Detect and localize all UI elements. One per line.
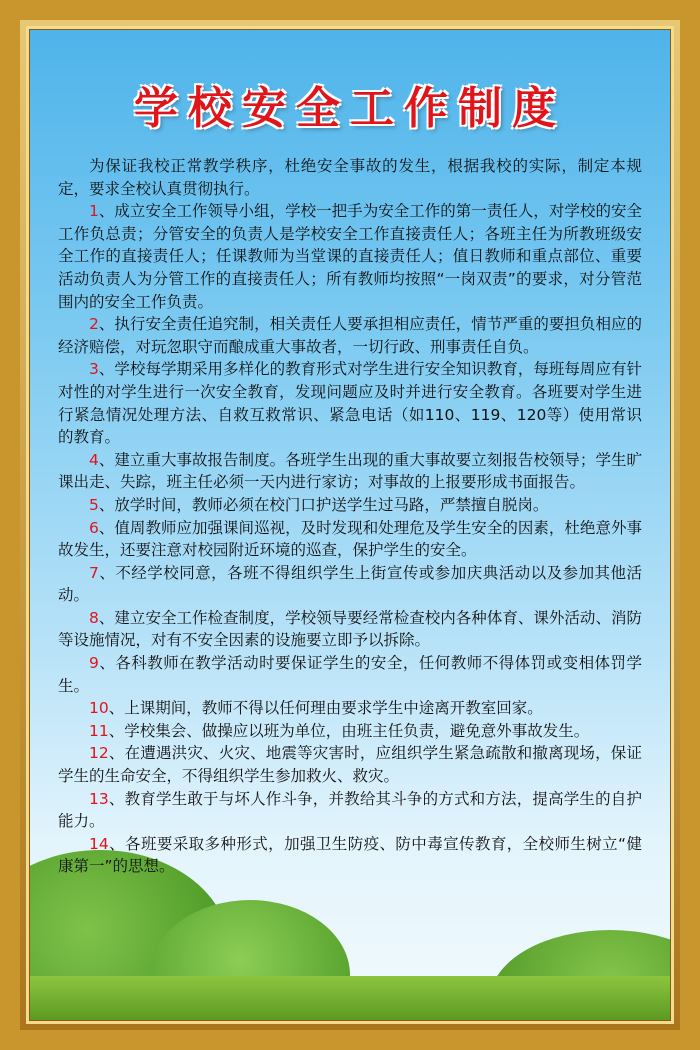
list-item xyxy=(58,200,642,313)
item-number: 5 xyxy=(89,495,99,514)
list-item xyxy=(58,652,642,697)
item-number: 7 xyxy=(89,563,99,582)
item-number: 8 xyxy=(89,608,99,627)
item-text: 、学校集会、做操应以班为单位，由班主任负责，避免意外事故发生。 xyxy=(108,721,590,740)
list-item xyxy=(58,833,642,878)
list-item xyxy=(58,449,642,494)
regulation-body xyxy=(58,155,642,878)
grass-ground xyxy=(30,976,670,1020)
item-number: 3 xyxy=(89,360,99,379)
item-text: 、建立重大事故报告制度。各班学生出现的重大事故要立刻报告校领导；学生旷课出走、失踪，班主任必须一天内进行家访；对事故的上报要形成书面报告。 xyxy=(58,450,642,492)
item-number: 4 xyxy=(89,450,99,469)
list-item xyxy=(58,517,642,562)
item-text: 、不经学校同意，各班不得组织学生上街宣传或参加庆典活动以及参加其他活动。 xyxy=(58,563,642,605)
item-text: 、成立安全工作领导小组，学校一把手为安全工作的第一责任人，对学校的安全工作负总责；分管安全的负责人是学校安全工作直接责任人；各班主任为所教班级安全工作的直接责任人；任课教师为当堂课的直接责任人；值日教师和重点部位、重要活动负责人为分管工作的直接责任人；所有教师均按照“一岗双责”的要求，对分管范围内的安全工作负责。 xyxy=(58,202,642,311)
item-number: 13 xyxy=(89,789,109,808)
item-text: 、执行安全责任追究制，相关责任人要承担相应责任，情节严重的要担负相应的经济赔偿，对玩忽职守而酿成重大事故者，一切行政、刑事责任自负。 xyxy=(58,315,642,356)
item-number: 9 xyxy=(89,654,99,673)
item-number: 11 xyxy=(89,721,109,740)
item-number: 14 xyxy=(89,834,109,853)
list-item xyxy=(58,562,642,607)
item-text: 、放学时间，教师必须在校门口护送学生过马路，严禁擅自脱岗。 xyxy=(98,495,549,514)
item-text: 、各班要采取多种形式，加强卫生防疫、防中毒宣传教育，全校师生树立“健康第一”的思想。 xyxy=(58,834,642,876)
list-item xyxy=(58,697,642,720)
item-text: 、上课期间，教师不得以任何理由要求学生中途离开教室回家。 xyxy=(108,699,543,718)
item-text: 、学校每学期采用多样化的教育形式对学生进行安全知识教育，每班每周应有针对性的对学生进行一次安全教育，发现问题应及时并进行安全教育。各班要对学生进行紧急情况处理方法、自救互救常识、紧急电话（如110、119、120等）使用常识的教育。 xyxy=(58,360,642,447)
item-number: 6 xyxy=(89,518,99,537)
list-item xyxy=(58,742,642,787)
item-text: 、各科教师在教学活动时要保证学生的安全，任何教师不得体罚或变相体罚学生。 xyxy=(58,654,642,695)
item-text: 、教育学生敢于与坏人作斗争，并教给其斗争的方式和方法，提高学生的自护能力。 xyxy=(58,789,642,831)
list-item xyxy=(58,788,642,833)
item-text: 、值周教师应加强课间巡视，及时发现和处理危及学生安全的因素，杜绝意外事故发生，还要注意对校园附近环境的巡查，保护学生的安全。 xyxy=(58,518,642,560)
item-number: 1 xyxy=(89,202,99,221)
item-number: 2 xyxy=(89,315,99,334)
item-text: 、建立安全工作检查制度，学校领导要经常检查校内各种体育、课外活动、消防等设施情况，对有不安全因素的设施要立即予以拆除。 xyxy=(58,608,642,650)
list-item xyxy=(58,313,642,358)
intro-paragraph: 为保证我校正常教学秩序，杜绝安全事故的发生，根据我校的实际，制定本规定，要求全校认真贯彻执行。 xyxy=(58,157,642,198)
list-item xyxy=(58,494,642,517)
poster-board xyxy=(30,30,670,1020)
list-item xyxy=(58,607,642,652)
item-text: 、在遭遇洪灾、火灾、地震等灾害时，应组织学生紧急疏散和撤离现场，保证学生的生命安全，不得组织学生参加救火、救灾。 xyxy=(58,744,642,786)
item-number: 12 xyxy=(89,744,109,763)
list-item xyxy=(58,720,642,743)
page-title: 学校安全工作制度 xyxy=(134,83,566,134)
list-item xyxy=(58,358,642,448)
item-number: 10 xyxy=(89,699,109,718)
